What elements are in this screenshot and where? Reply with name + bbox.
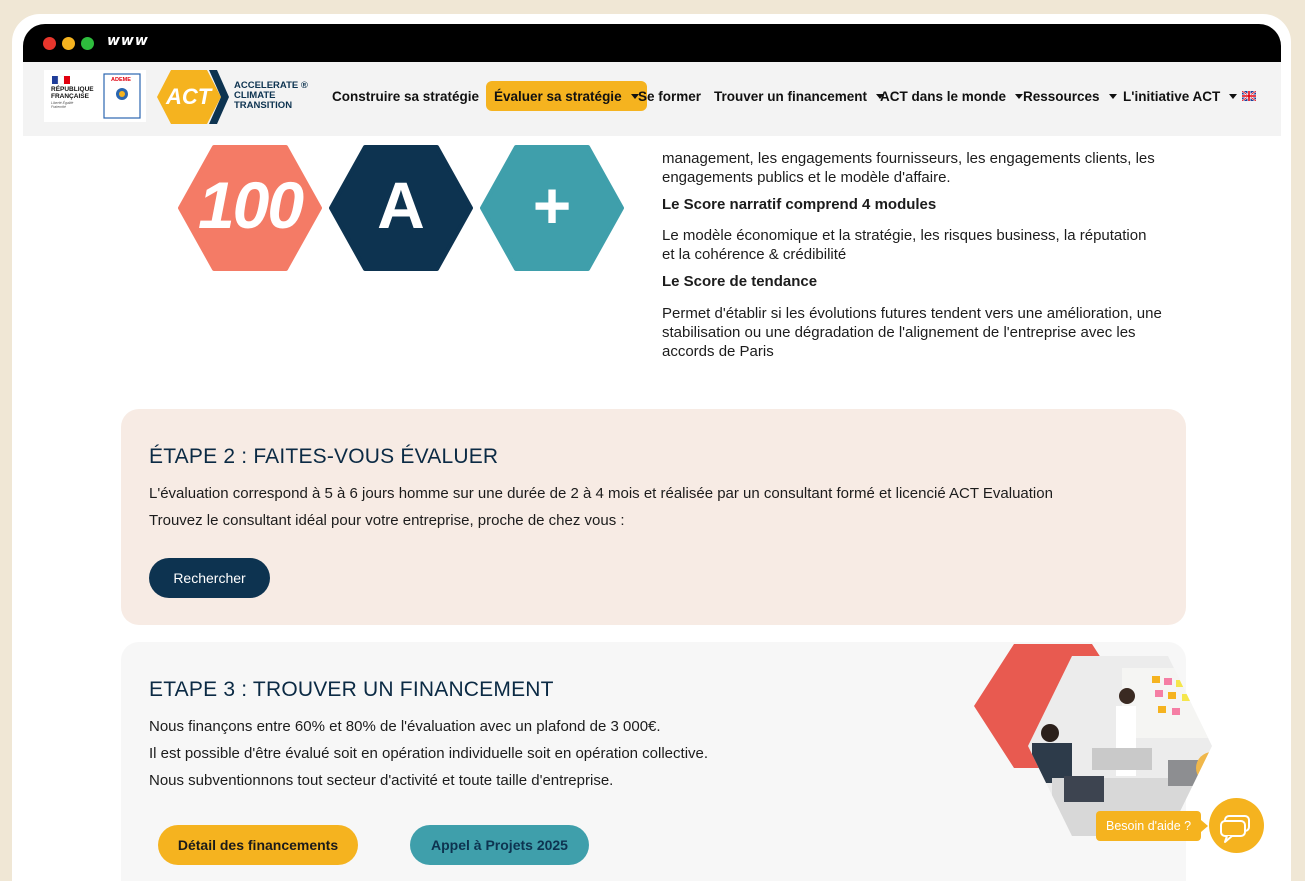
help-widget-label[interactable]: Besoin d'aide ? <box>1096 811 1201 841</box>
score-tendance-title: Le Score de tendance <box>662 273 818 290</box>
step3-title: ETAPE 3 : TROUVER UN FINANCEMENT <box>149 678 554 701</box>
chat-widget-button[interactable] <box>1209 798 1264 853</box>
step2-line1: L'évaluation correspond à 5 à 6 jours homme sur une durée de 2 à 4 mois et réalisée par un consultant formé et licencié ACT Evaluation <box>149 485 1053 502</box>
menu-item-label: ACT dans le monde <box>880 88 1007 104</box>
score-tendance-text: Permet d'établir si les évolutions futures tendent vers une amélioration, une stabilisation ou une dégradation de l'alignement de l'entreprise avec les accords de Paris <box>662 305 1162 360</box>
detail-financements-button[interactable]: Détail des financements <box>158 825 358 865</box>
menu-item-label: Se former <box>638 88 702 104</box>
act-logo[interactable] <box>157 70 317 124</box>
hexagon-score-plus <box>480 145 624 271</box>
uk-flag-icon[interactable] <box>1242 91 1256 101</box>
gov-logo-motto: Liberté Égalité Fraternité <box>51 101 74 109</box>
browser-chrome <box>23 24 1281 62</box>
browser-window <box>12 14 1291 881</box>
gov-logo-line2: FRANÇAISE <box>51 93 89 100</box>
step3-line2: Il est possible d'être évalué soit en opération individuelle soit en opération collective. <box>149 745 709 762</box>
menu-item-monde[interactable] <box>880 81 1023 111</box>
chat-bubble-icon <box>1209 798 1264 853</box>
gov-ademe-logo[interactable] <box>44 70 146 122</box>
site-header <box>23 62 1281 136</box>
step2-line2: Trouvez le consultant idéal pour votre entreprise, proche de chez vous : <box>149 512 625 529</box>
act-logo-mark: ACT <box>166 84 212 109</box>
menu-item-initiative[interactable] <box>1123 81 1237 111</box>
hexagon-text: 100 <box>197 168 303 242</box>
maximize-window-icon[interactable] <box>81 37 94 50</box>
menu-item-label: Ressources <box>1023 88 1100 104</box>
step3-line1: Nous finançons entre 60% et 80% de l'évaluation avec un plafond de 3 000€. <box>149 718 661 735</box>
hexagon-score-100 <box>178 145 322 271</box>
step3-line3: Nous subventionnons tout secteur d'activité et toute taille d'entreprise. <box>149 772 614 789</box>
score-narratif-title: Le Score narratif comprend 4 modules <box>662 196 937 213</box>
ademe-logo-text: ADEME <box>111 77 131 83</box>
hexagon-score-a <box>329 145 473 271</box>
gov-logo-line1: RÉPUBLIQUE <box>51 86 94 93</box>
menu-item-label: Évaluer sa stratégie <box>494 88 622 104</box>
menu-item-label: Construire sa stratégie <box>332 88 480 104</box>
narrative-intro: management, les engagements fournisseurs, les engagements clients, les engagements publics et le modèle d'affaire. <box>662 150 1155 186</box>
caret-down-icon <box>1015 94 1023 99</box>
rechercher-button[interactable]: Rechercher <box>149 558 270 598</box>
hexagon-text: A <box>377 168 425 242</box>
step2-title: ÉTAPE 2 : FAITES-VOUS ÉVALUER <box>149 445 499 468</box>
menu-item-ressources[interactable] <box>1023 81 1117 111</box>
menu-item-financement[interactable] <box>714 81 884 111</box>
caret-down-icon <box>1229 94 1237 99</box>
act-logo-line2: CLIMATE <box>234 90 276 101</box>
act-logo-line1: ACCELERATE ® <box>234 80 308 91</box>
step2-card <box>121 409 1186 625</box>
hexagon-text: + <box>532 168 572 242</box>
caret-down-icon <box>1109 94 1117 99</box>
address-label: www <box>107 33 149 49</box>
menu-item-evaluer[interactable] <box>486 81 647 111</box>
appel-projets-button[interactable]: Appel à Projets 2025 <box>410 825 589 865</box>
menu-item-se-former[interactable] <box>638 81 701 111</box>
close-window-icon[interactable] <box>43 37 56 50</box>
minimize-window-icon[interactable] <box>62 37 75 50</box>
score-narratif-text: Le modèle économique et la stratégie, les risques business, la réputation et la cohérence & crédibilité <box>662 227 1147 263</box>
act-logo-line3: TRANSITION <box>234 100 293 111</box>
page-content <box>12 136 1291 881</box>
menu-item-label: Trouver un financement <box>714 88 868 104</box>
menu-item-construire[interactable] <box>332 81 496 111</box>
menu-item-label: L'initiative ACT <box>1123 88 1221 104</box>
